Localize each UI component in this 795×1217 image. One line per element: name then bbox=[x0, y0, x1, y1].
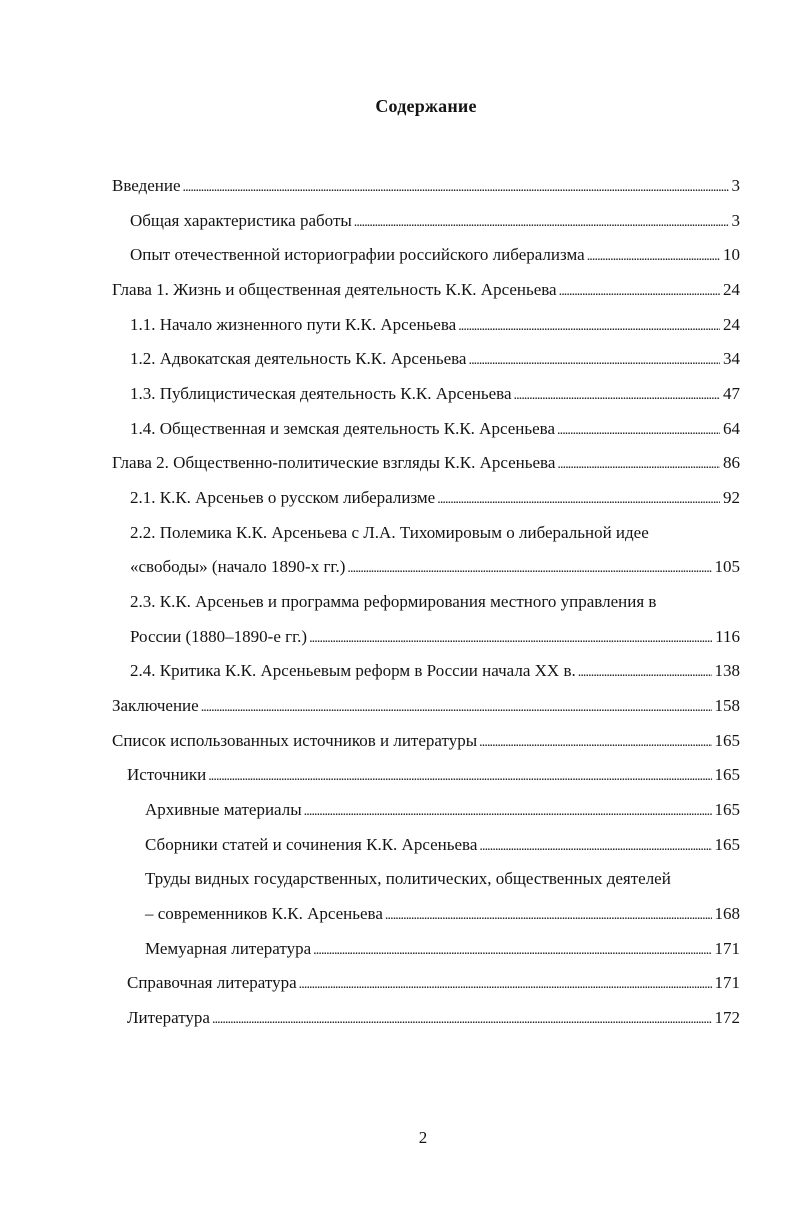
toc-entry-title: 1.1. Начало жизненного пути К.К. Арсеньева bbox=[130, 315, 457, 334]
toc-entry-title: Введение bbox=[112, 176, 181, 195]
toc-entry[interactable] bbox=[145, 936, 740, 962]
toc-entry[interactable] bbox=[130, 346, 740, 372]
toc-entry-title: Источники bbox=[127, 765, 207, 784]
toc-entry-title: «свободы» (начало 1890-х гг.) bbox=[130, 557, 346, 576]
toc-leader bbox=[347, 554, 711, 582]
toc-entry-page: 24 bbox=[723, 315, 740, 334]
toc-entry-title: 2.1. К.К. Арсеньев о русском либерализме bbox=[130, 488, 436, 507]
toc-entry-title: 1.3. Публицистическая деятельность К.К. Арсеньева bbox=[130, 384, 512, 403]
toc-entry-page: 165 bbox=[714, 731, 740, 750]
toc-entry-page: 24 bbox=[723, 280, 740, 299]
toc-entry-page: 34 bbox=[723, 349, 740, 368]
toc-entry-page: 168 bbox=[714, 904, 740, 923]
toc-entry[interactable] bbox=[130, 208, 740, 234]
toc-entry-title: Сборники статей и сочинения К.К. Арсеньева bbox=[145, 835, 478, 854]
toc-leader bbox=[437, 485, 720, 513]
toc-entry-title: Архивные материалы bbox=[145, 800, 302, 819]
toc-leader bbox=[313, 936, 711, 964]
toc-entry-bibliography[interactable] bbox=[112, 728, 740, 754]
toc-entry-page: 10 bbox=[723, 245, 740, 264]
toc-entry[interactable] bbox=[130, 554, 740, 580]
toc-entry-title: 1.4. Общественная и земская деятельность К.К. Арсеньева bbox=[130, 419, 555, 438]
toc-entry-page: 165 bbox=[714, 800, 740, 819]
toc-entry-page: 158 bbox=[714, 696, 740, 715]
toc-leader bbox=[559, 277, 720, 305]
toc-entry-title-line1[interactable]: Труды видных государственных, политических, общественных деятелей bbox=[145, 869, 671, 888]
toc-leader bbox=[304, 797, 712, 825]
toc-entry[interactable] bbox=[130, 416, 740, 442]
toc-entry-page: 172 bbox=[714, 1008, 740, 1027]
toc-entry[interactable] bbox=[130, 658, 740, 684]
toc-entry[interactable] bbox=[130, 485, 740, 511]
toc-leader bbox=[354, 208, 729, 236]
toc-entry-chapter-2[interactable] bbox=[112, 450, 740, 476]
toc-entry-title: России (1880–1890-е гг.) bbox=[130, 627, 308, 646]
toc-entry-page: 92 bbox=[723, 488, 740, 507]
toc-leader bbox=[183, 173, 729, 201]
toc-entry[interactable] bbox=[130, 242, 740, 268]
toc-leader bbox=[578, 658, 712, 686]
toc-entry[interactable] bbox=[145, 797, 740, 823]
toc-entry-page: 165 bbox=[714, 835, 740, 854]
toc-leader bbox=[299, 970, 712, 998]
toc-leader bbox=[212, 1005, 712, 1033]
toc-leader bbox=[514, 381, 720, 409]
toc-entry[interactable] bbox=[130, 624, 740, 650]
toc-entry-page: 165 bbox=[714, 765, 740, 784]
toc-entry-chapter-1[interactable] bbox=[112, 277, 740, 303]
toc-leader bbox=[557, 416, 720, 444]
toc-leader bbox=[208, 762, 711, 790]
toc-entry-title: 1.2. Адвокатская деятельность К.К. Арсеньева bbox=[130, 349, 467, 368]
toc-leader bbox=[458, 312, 720, 340]
toc-entry[interactable] bbox=[130, 312, 740, 338]
toc-entry[interactable] bbox=[127, 1005, 740, 1031]
toc-entry-title: Общая характеристика работы bbox=[130, 211, 352, 230]
toc-leader bbox=[479, 728, 711, 756]
toc-entry-title-line1[interactable]: 2.3. К.К. Арсеньев и программа реформирования местного управления в bbox=[130, 592, 657, 611]
toc-entry[interactable] bbox=[145, 901, 740, 927]
toc-entry-page: 86 bbox=[723, 453, 740, 472]
toc-leader bbox=[479, 832, 711, 860]
toc-entry-page: 116 bbox=[715, 627, 740, 646]
page-number: 2 bbox=[418, 1128, 428, 1147]
toc-entry-page: 3 bbox=[731, 211, 740, 230]
toc-entry[interactable] bbox=[127, 970, 740, 996]
toc-entry-title: 2.4. Критика К.К. Арсеньевым реформ в России начала XX в. bbox=[130, 661, 576, 680]
toc-entry-title: Мемуарная литература bbox=[145, 939, 312, 958]
toc-entry-title: Глава 1. Жизнь и общественная деятельность К.К. Арсеньева bbox=[112, 280, 557, 299]
toc-entry-title: Литература bbox=[127, 1008, 210, 1027]
toc-entry-page: 171 bbox=[714, 973, 740, 992]
toc-leader bbox=[557, 450, 720, 478]
toc-entry-page: 138 bbox=[714, 661, 740, 680]
toc-entry-title: Опыт отечественной историографии российского либерализма bbox=[130, 245, 585, 264]
toc-entry-title: Глава 2. Общественно-политические взгляды К.К. Арсеньева bbox=[112, 453, 556, 472]
toc-leader bbox=[385, 901, 712, 929]
toc-entry[interactable] bbox=[145, 832, 740, 858]
toc-entry-page: 3 bbox=[731, 176, 740, 195]
toc-entry-page: 47 bbox=[723, 384, 740, 403]
toc-entry-conclusion[interactable] bbox=[112, 693, 740, 719]
toc-leader bbox=[468, 346, 720, 374]
toc-entry-page: 64 bbox=[723, 419, 740, 438]
toc-leader bbox=[587, 242, 720, 270]
toc-entry-title: Справочная литература bbox=[127, 973, 297, 992]
toc-leader bbox=[201, 693, 712, 721]
toc-entry-title: Список использованных источников и литературы bbox=[112, 731, 478, 750]
toc-entry-title: – современников К.К. Арсеньева bbox=[145, 904, 383, 923]
toc-entry[interactable] bbox=[127, 762, 740, 788]
toc-entry-page: 171 bbox=[714, 939, 740, 958]
toc-entry[interactable] bbox=[130, 381, 740, 407]
toc-entry-introduction[interactable] bbox=[112, 173, 740, 199]
page-title: Содержание bbox=[375, 96, 477, 116]
toc-entry-title-line1[interactable]: 2.2. Полемика К.К. Арсеньева с Л.А. Тихомировым о либеральной идее bbox=[130, 523, 649, 542]
toc-entry-page: 105 bbox=[714, 557, 740, 576]
toc-entry-title: Заключение bbox=[112, 696, 199, 715]
toc-leader bbox=[309, 624, 712, 652]
